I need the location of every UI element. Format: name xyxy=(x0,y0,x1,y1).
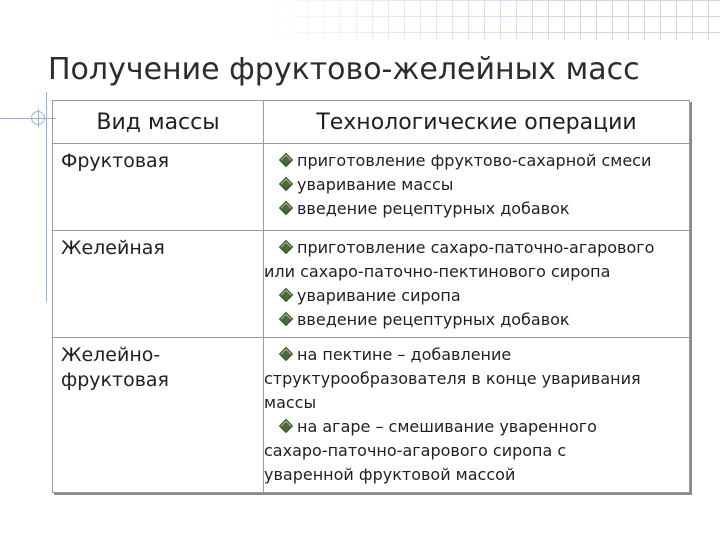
op-text: введение рецептурных добавок xyxy=(297,310,570,329)
op-continuation: уваренной фруктовой массой xyxy=(264,465,516,484)
row-kind-cell xyxy=(53,338,264,493)
diamond-bullet-icon xyxy=(280,154,291,165)
op-text: на пектине – добавление xyxy=(297,345,512,364)
row-kind-line: Желейно- xyxy=(61,344,161,366)
table-header-row xyxy=(53,101,690,144)
op-item xyxy=(280,197,683,221)
op-item xyxy=(280,308,683,332)
row-kind-cell xyxy=(53,144,264,231)
operations-table xyxy=(52,100,690,493)
row-kind-label xyxy=(53,338,263,393)
op-continuation: или сахаро-паточно-пектинового сиропа xyxy=(264,262,611,281)
diamond-bullet-icon xyxy=(280,289,291,300)
row-ops-cell xyxy=(264,338,690,493)
diamond-bullet-icon xyxy=(280,348,291,359)
decorative-grid xyxy=(260,0,720,40)
diamond-bullet-icon xyxy=(280,313,291,324)
diamond-bullet-icon xyxy=(280,241,291,252)
row-kind-label: Желейная xyxy=(61,237,165,259)
row-kind-cell xyxy=(53,231,264,338)
row-ops-cell xyxy=(264,144,690,231)
op-continuation: структурообразователя в конце уваривания xyxy=(264,369,641,388)
table-row xyxy=(53,144,690,231)
op-text: приготовление фруктово-сахарной смеси xyxy=(297,151,652,170)
diamond-bullet-icon xyxy=(280,178,291,189)
table-row xyxy=(53,338,690,493)
op-continuation: массы xyxy=(264,393,317,412)
row-kind-line: фруктовая xyxy=(61,369,169,391)
ops-list xyxy=(264,231,689,332)
op-item xyxy=(280,149,683,173)
op-text: приготовление сахаро-паточно-агарового xyxy=(297,238,655,257)
table-row xyxy=(53,231,690,338)
op-item xyxy=(280,236,683,260)
op-text: уваривание сиропа xyxy=(297,286,461,305)
diamond-bullet-icon xyxy=(280,420,291,431)
ops-list xyxy=(264,338,689,487)
ops-list xyxy=(264,144,689,221)
crosshair-icon xyxy=(31,111,45,125)
slide-title: Получение фруктово-желейных масс xyxy=(48,52,640,88)
header-kind: Вид массы xyxy=(53,101,264,144)
op-text: на агаре – смешивание уваренного xyxy=(297,417,597,436)
decorative-vertical-rule xyxy=(46,92,47,302)
op-continuation: сахаро-паточно-агарового сиропа с xyxy=(264,441,567,460)
op-item xyxy=(280,284,683,308)
row-ops-cell xyxy=(264,231,690,338)
op-item xyxy=(280,173,683,197)
op-item xyxy=(280,415,683,439)
op-item xyxy=(280,343,683,367)
op-text: введение рецептурных добавок xyxy=(297,199,570,218)
decorative-rule xyxy=(0,118,56,119)
op-text: уваривание массы xyxy=(297,175,454,194)
row-kind-label: Фруктовая xyxy=(61,150,170,172)
header-operations: Технологические операции xyxy=(264,101,690,144)
diamond-bullet-icon xyxy=(280,202,291,213)
